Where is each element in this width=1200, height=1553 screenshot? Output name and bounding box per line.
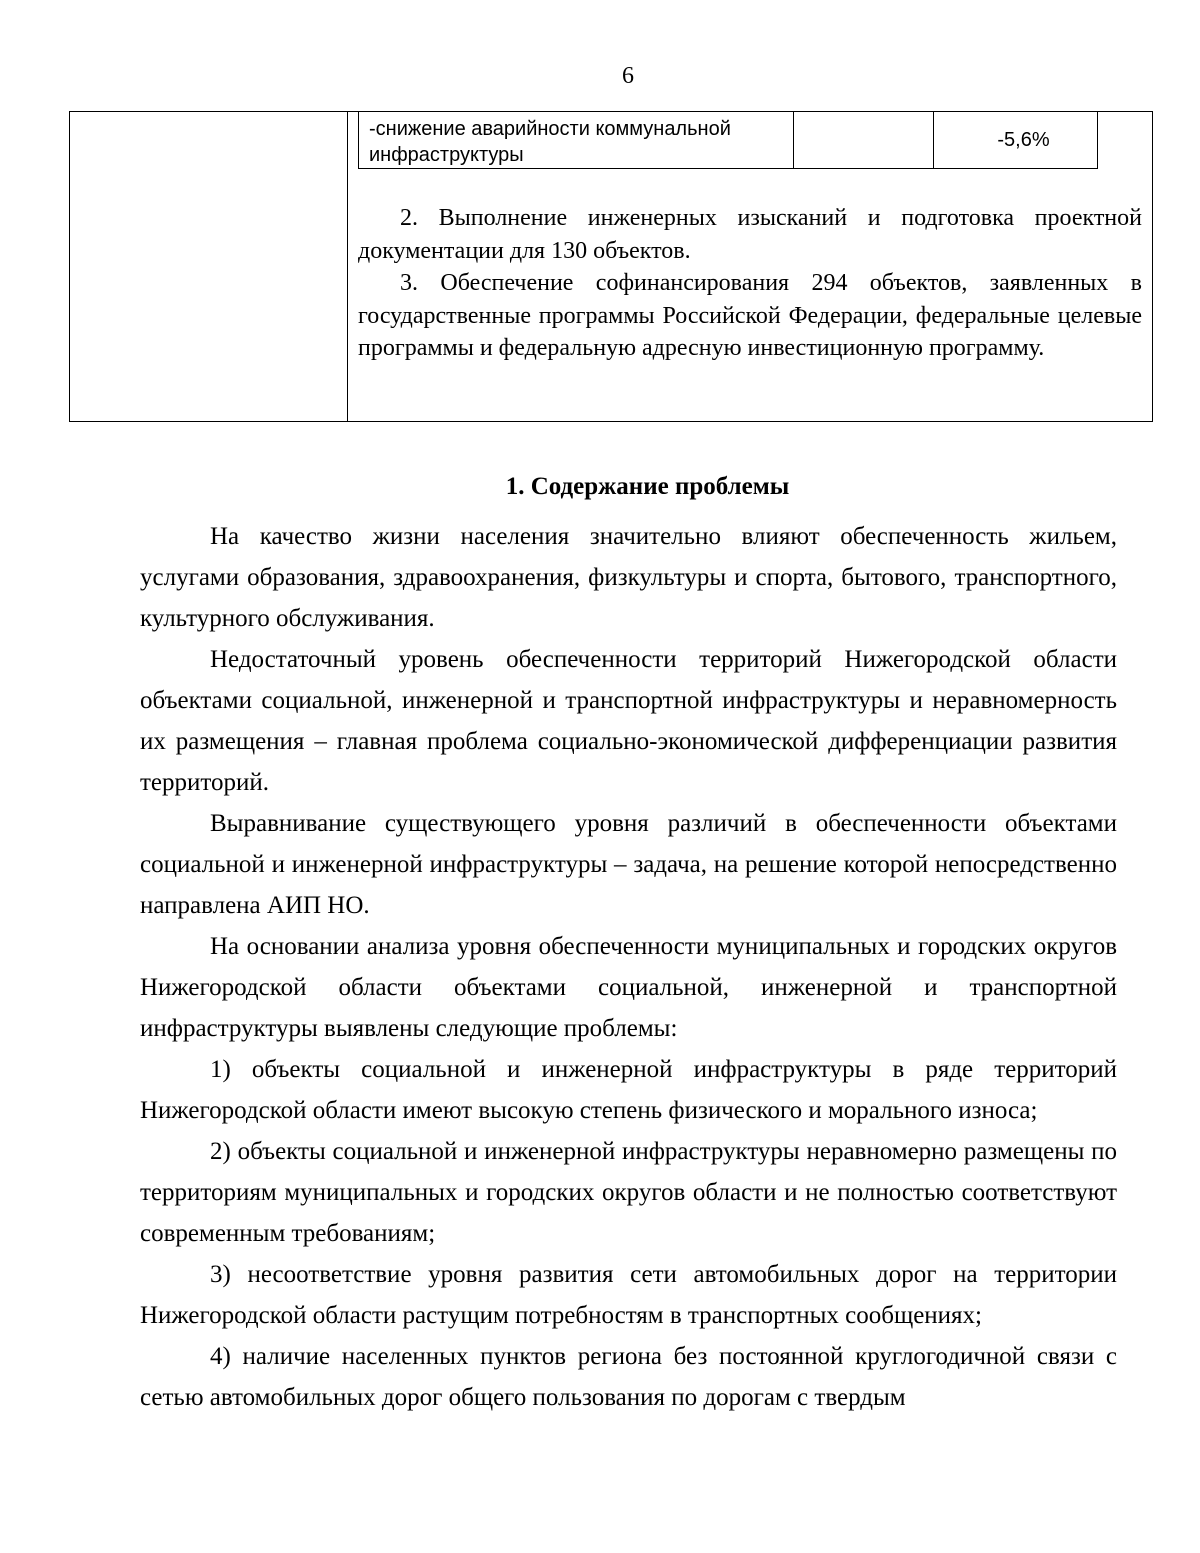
paragraph: На основании анализа уровня обеспеченности муниципальных и городских округов Нижегородской области объектами социальной, инженерной и транспортной инфраструктуры выявлены следующие проблемы: xyxy=(140,933,1117,1042)
program-table xyxy=(69,111,1153,422)
paragraph: 1) объекты социальной и инженерной инфраструктуры в ряде территорий Нижегородской области имеют высокую степень физического и морального износа; xyxy=(140,1056,1117,1124)
goal-item: 3. Обеспечение софинансирования 294 объектов, заявленных в государственные программы Российской Федерации, федеральные целевые программы и федеральную адресную инвестиционную программу. xyxy=(358,270,1142,361)
goal-item: 2. Выполнение инженерных изысканий и подготовка проектной документации для 130 объектов. xyxy=(358,205,1142,264)
paragraph: Выравнивание существующего уровня различий в обеспеченности объектами социальной и инженерной инфраструктуры – задача, на решение которой непосредственно направлена АИП НО. xyxy=(140,810,1117,919)
section-body xyxy=(140,516,1117,1418)
indicator-value: -5,6% xyxy=(997,129,1050,151)
paragraph: На качество жизни населения значительно влияют обеспеченность жильем, услугами образования, здравоохранения, физкультуры и спорта, бытового, транспортного, культурного обслуживания. xyxy=(140,523,1117,632)
paragraph: 4) наличие населенных пунктов региона без постоянной круглогодичной связи с сетью автомобильных дорог общего пользования по дорогам с твердым xyxy=(140,1343,1117,1411)
paragraph: Недостаточный уровень обеспеченности территорий Нижегородской области объектами социальной, инженерной и транспортной инфраструктуры и неравномерность их размещения – главная проблема социально-экономической дифференциации развития территорий. xyxy=(140,646,1117,796)
indicator-table xyxy=(358,112,1098,169)
page-number: 6 xyxy=(622,63,634,89)
indicator-empty-cell xyxy=(794,112,934,168)
table-column-divider xyxy=(347,112,348,421)
goals-list xyxy=(358,202,1142,365)
paragraph: 3) несоответствие уровня развития сети автомобильных дорог на территории Нижегородской области растущим потребностям в транспортных сообщениях; xyxy=(140,1261,1117,1329)
section-title: 1. Содержание проблемы xyxy=(505,473,790,500)
indicator-label: -снижение аварийности коммунальной инфраструктуры xyxy=(359,112,794,168)
paragraph: 2) объекты социальной и инженерной инфраструктуры неравномерно размещены по территориям муниципальных и городских округов области и не полностью соответствуют современным требованиям; xyxy=(140,1138,1117,1247)
